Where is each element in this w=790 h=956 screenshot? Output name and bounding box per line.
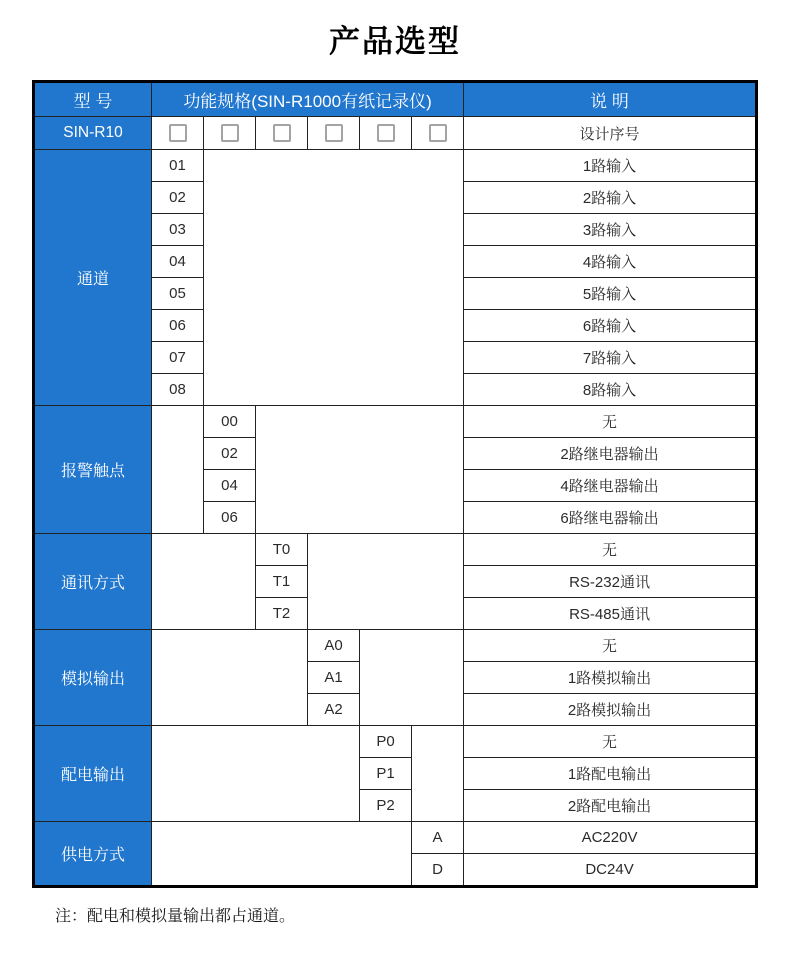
option-description: 7路输入 (464, 342, 757, 374)
option-checkbox[interactable] (221, 124, 239, 142)
option-description: 无 (464, 726, 757, 758)
option-code: 07 (152, 342, 204, 374)
header-desc: 说 明 (464, 82, 757, 117)
option-description: 无 (464, 406, 757, 438)
option-description: 6路输入 (464, 310, 757, 342)
option-description: 2路继电器输出 (464, 438, 757, 470)
option-description: 无 (464, 630, 757, 662)
spacer-cell (152, 726, 360, 822)
section-row (34, 822, 757, 854)
model-name-cell: SIN-R10 (34, 117, 152, 150)
spacer-cell (152, 534, 256, 630)
option-code: T2 (256, 598, 308, 630)
option-description: 1路输入 (464, 150, 757, 182)
section-label: 通道 (34, 150, 152, 406)
option-description: 4路继电器输出 (464, 470, 757, 502)
option-code: A0 (308, 630, 360, 662)
spec-checkbox-cell (360, 117, 412, 150)
option-description: 2路配电输出 (464, 790, 757, 822)
option-code: 08 (152, 374, 204, 406)
section-row (34, 150, 757, 182)
option-description: 2路模拟输出 (464, 694, 757, 726)
footnote: 注：配电和模拟量输出都占通道。 (55, 908, 296, 925)
model-desc-cell: 设计序号 (464, 117, 757, 150)
spec-checkbox-cell (308, 117, 360, 150)
section-row (34, 406, 757, 438)
option-code: T0 (256, 534, 308, 566)
option-code: 00 (204, 406, 256, 438)
section-label: 配电输出 (34, 726, 152, 822)
section-row (34, 534, 757, 566)
option-description: 3路输入 (464, 214, 757, 246)
spec-checkbox-cell (412, 117, 464, 150)
option-code: 04 (152, 246, 204, 278)
option-code: 02 (204, 438, 256, 470)
option-checkbox[interactable] (377, 124, 395, 142)
option-code: P0 (360, 726, 412, 758)
option-code: 06 (152, 310, 204, 342)
option-checkbox[interactable] (169, 124, 187, 142)
option-code: P2 (360, 790, 412, 822)
option-description: 6路继电器输出 (464, 502, 757, 534)
option-description: AC220V (464, 822, 757, 854)
product-selection-table (32, 80, 758, 888)
option-code: A (412, 822, 464, 854)
spec-checkbox-cell (152, 117, 204, 150)
spacer-cell (256, 406, 464, 534)
section-row (34, 630, 757, 662)
option-code: 06 (204, 502, 256, 534)
option-code: A2 (308, 694, 360, 726)
option-description: 5路输入 (464, 278, 757, 310)
option-checkbox[interactable] (273, 124, 291, 142)
option-code: 01 (152, 150, 204, 182)
option-description: 8路输入 (464, 374, 757, 406)
spacer-cell (360, 630, 464, 726)
spacer-cell (152, 406, 204, 534)
option-description: 无 (464, 534, 757, 566)
header-spec: 功能规格(SIN-R1000有纸记录仪) (152, 82, 464, 117)
table-header-row (34, 82, 757, 117)
section-row (34, 726, 757, 758)
option-code: 03 (152, 214, 204, 246)
section-label: 供电方式 (34, 822, 152, 887)
option-checkbox[interactable] (325, 124, 343, 142)
option-description: 1路配电输出 (464, 758, 757, 790)
page-title: 产品选型 (329, 24, 461, 59)
page (0, 22, 790, 926)
spacer-cell (152, 822, 412, 887)
spacer-cell (412, 726, 464, 822)
spacer-cell (308, 534, 464, 630)
option-checkbox[interactable] (429, 124, 447, 142)
option-code: 02 (152, 182, 204, 214)
spacer-cell (152, 630, 308, 726)
option-description: 4路输入 (464, 246, 757, 278)
model-row (34, 117, 757, 150)
header-model: 型 号 (34, 82, 152, 117)
option-code: 04 (204, 470, 256, 502)
option-description: 2路输入 (464, 182, 757, 214)
section-label: 模拟输出 (34, 630, 152, 726)
option-code: D (412, 854, 464, 887)
section-label: 报警触点 (34, 406, 152, 534)
spec-checkbox-cell (256, 117, 308, 150)
option-code: T1 (256, 566, 308, 598)
option-description: DC24V (464, 854, 757, 887)
option-description: 1路模拟输出 (464, 662, 757, 694)
option-description: RS-232通讯 (464, 566, 757, 598)
spec-checkbox-cell (204, 117, 256, 150)
option-code: 05 (152, 278, 204, 310)
section-label: 通讯方式 (34, 534, 152, 630)
option-description: RS-485通讯 (464, 598, 757, 630)
option-code: P1 (360, 758, 412, 790)
option-code: A1 (308, 662, 360, 694)
spacer-cell (204, 150, 464, 406)
